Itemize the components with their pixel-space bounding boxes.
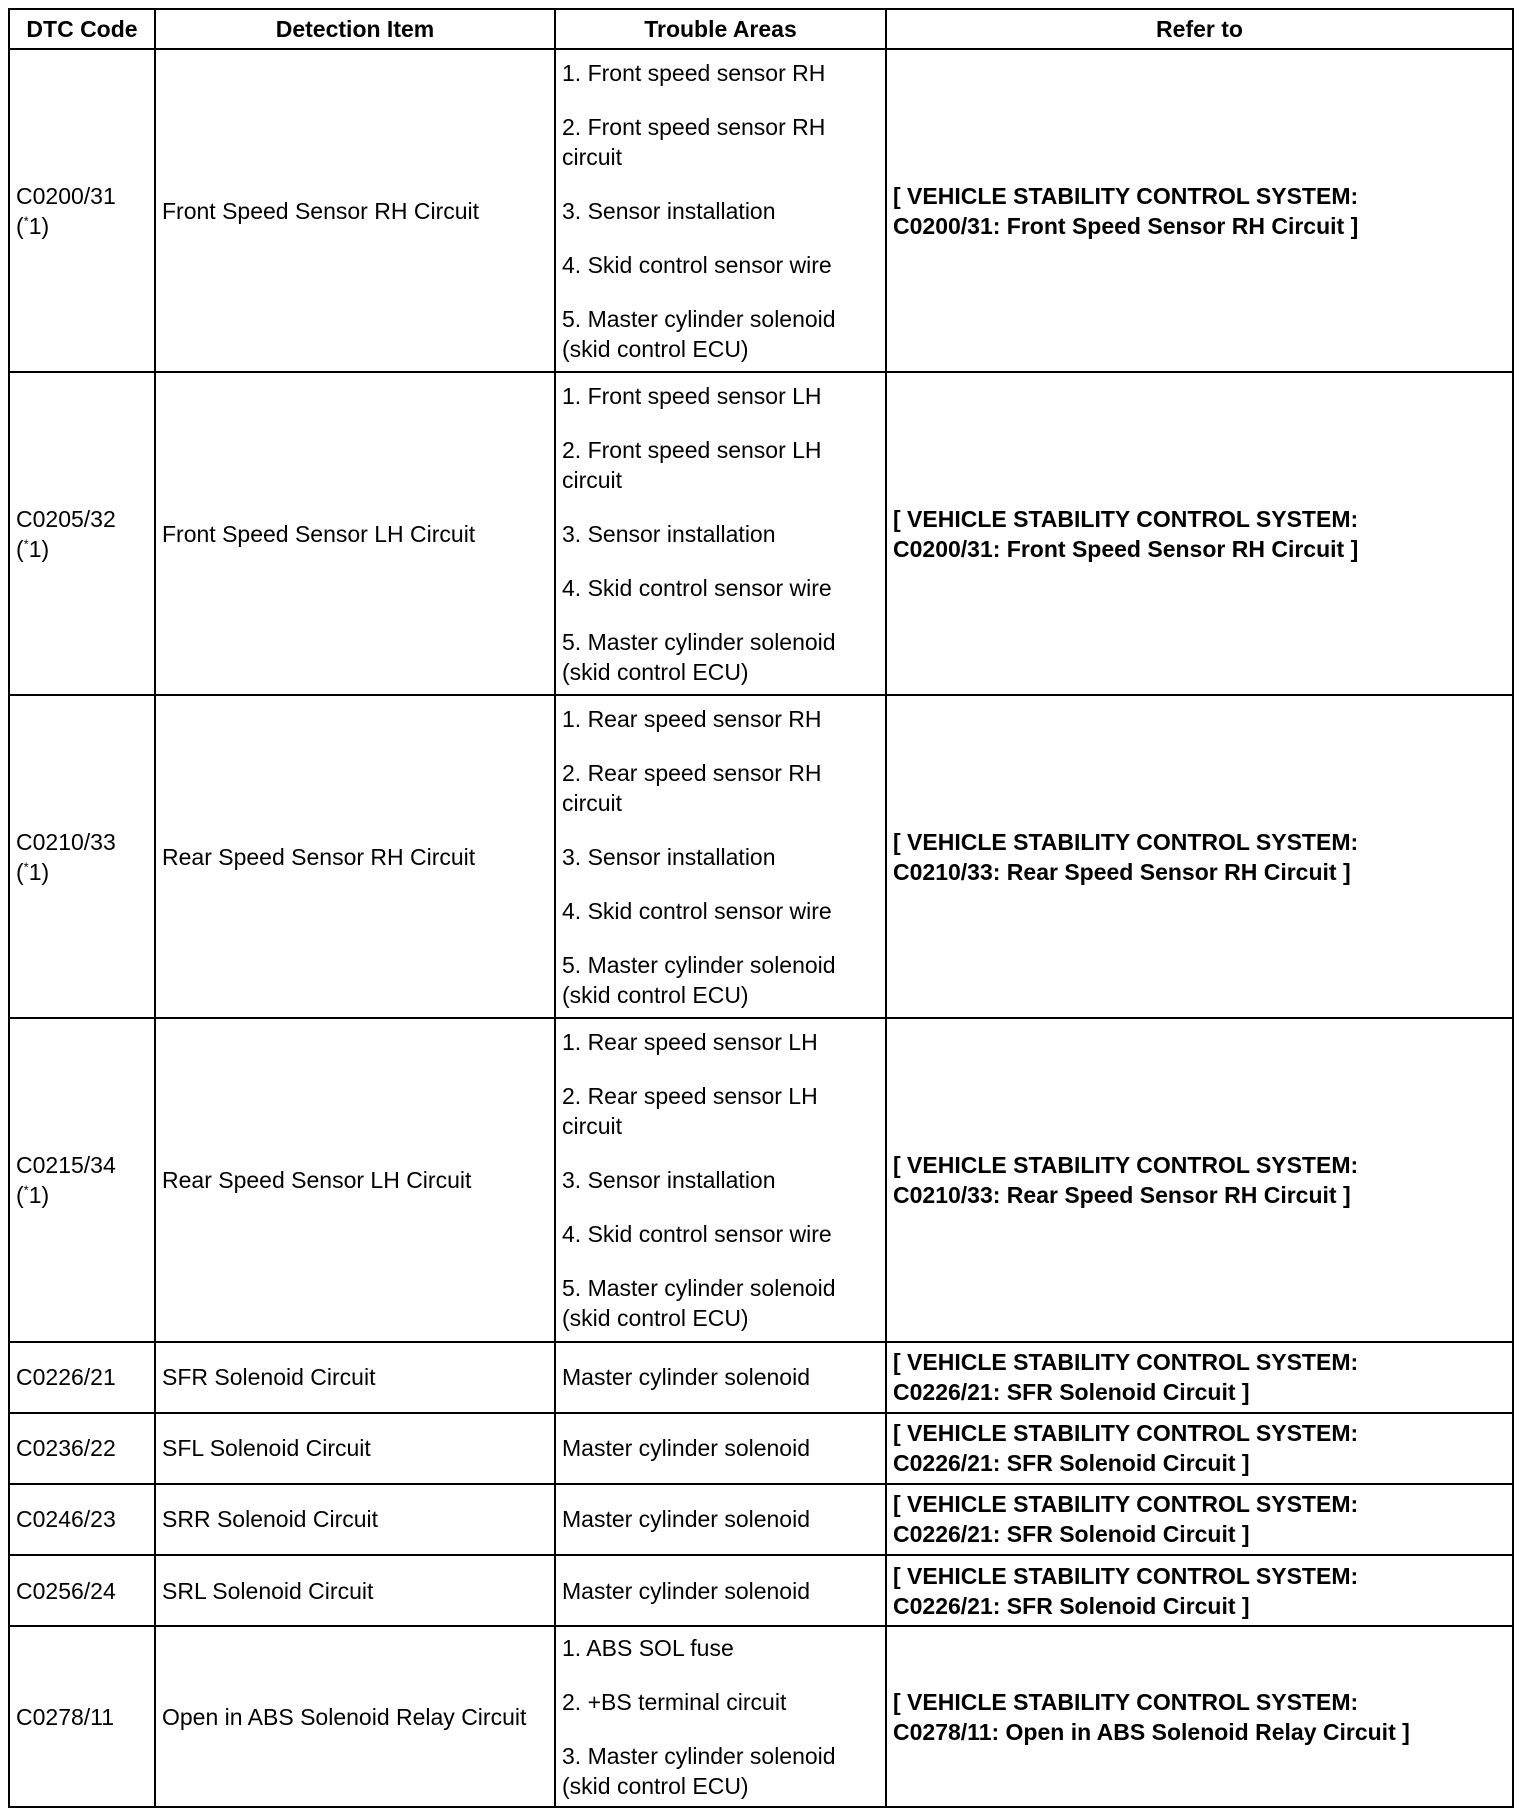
refer-to-cell xyxy=(886,49,1513,372)
footnote-mark: * xyxy=(23,536,29,552)
trouble-area-item: 1. Rear speed sensor LH xyxy=(562,1028,818,1055)
refer-link-line1[interactable]: [ VEHICLE STABILITY CONTROL SYSTEM: xyxy=(893,1349,1359,1376)
dtc-code-cell xyxy=(9,49,155,372)
refer-to-cell xyxy=(886,1626,1513,1807)
table-row xyxy=(9,1413,1513,1484)
trouble-areas-cell xyxy=(555,49,886,372)
table-row xyxy=(9,1555,1513,1626)
trouble-area-item: 3. Master cylinder solenoid (skid control ECU) xyxy=(562,1742,836,1799)
footnote-reference: (*1) xyxy=(16,1181,50,1208)
dtc-table-sheet xyxy=(8,8,1512,1808)
header-dtc-code: DTC Code xyxy=(9,9,155,49)
trouble-area-item: 3. Sensor installation xyxy=(562,197,776,224)
dtc-code-cell xyxy=(9,695,155,1018)
refer-to-cell xyxy=(886,1484,1513,1555)
trouble-area-item: 5. Master cylinder solenoid (skid control ECU) xyxy=(562,1274,836,1331)
table-row xyxy=(9,1342,1513,1413)
refer-to-cell xyxy=(886,1413,1513,1484)
trouble-area-item: 3. Sensor installation xyxy=(562,520,776,547)
refer-link-line1[interactable]: [ VEHICLE STABILITY CONTROL SYSTEM: xyxy=(893,1688,1359,1715)
dtc-code: C0236/22 xyxy=(16,1435,116,1462)
table-row xyxy=(9,1626,1513,1807)
trouble-area-item: 2. Rear speed sensor LH circuit xyxy=(562,1082,818,1139)
trouble-area-item: 2. Front speed sensor RH circuit xyxy=(562,113,826,170)
dtc-code: C0278/11 xyxy=(16,1703,115,1730)
refer-link-line2[interactable]: C0226/21: SFR Solenoid Circuit ] xyxy=(893,1521,1250,1548)
header-detection-item: Detection Item xyxy=(155,9,555,49)
dtc-code: C0256/24 xyxy=(16,1577,116,1604)
refer-link-line1[interactable]: [ VEHICLE STABILITY CONTROL SYSTEM: xyxy=(893,1491,1359,1518)
footnote-number: 1 xyxy=(28,212,42,239)
trouble-area-item: 2. Front speed sensor LH circuit xyxy=(562,436,822,493)
footnote-mark: * xyxy=(23,1182,29,1198)
dtc-table xyxy=(8,8,1514,1808)
dtc-code-cell xyxy=(9,1413,155,1484)
refer-link-line1[interactable]: [ VEHICLE STABILITY CONTROL SYSTEM: xyxy=(893,1151,1359,1178)
footnote-mark: * xyxy=(23,212,29,228)
dtc-code: C0226/21 xyxy=(16,1364,116,1391)
trouble-area-item: 3. Sensor installation xyxy=(562,843,776,870)
refer-link-line2[interactable]: C0210/33: Rear Speed Sensor RH Circuit ] xyxy=(893,858,1351,885)
footnote-reference: (*1) xyxy=(16,212,50,239)
trouble-area-item: 2. +BS terminal circuit xyxy=(562,1688,787,1715)
detection-item: SRR Solenoid Circuit xyxy=(155,1484,555,1555)
refer-to-cell xyxy=(886,1555,1513,1626)
footnote-number: 1 xyxy=(28,535,42,562)
detection-item: SRL Solenoid Circuit xyxy=(155,1555,555,1626)
trouble-area-item: 2. Rear speed sensor RH circuit xyxy=(562,759,822,816)
trouble-area-item: 4. Skid control sensor wire xyxy=(562,1220,832,1247)
trouble-areas-cell xyxy=(555,1484,886,1555)
trouble-area-item: 1. Front speed sensor RH xyxy=(562,59,826,86)
refer-link-line2[interactable]: C0200/31: Front Speed Sensor RH Circuit ] xyxy=(893,212,1359,239)
trouble-area-item: Master cylinder solenoid xyxy=(562,1577,811,1604)
trouble-areas-cell xyxy=(555,1342,886,1413)
refer-link-line2[interactable]: C0226/21: SFR Solenoid Circuit ] xyxy=(893,1450,1250,1477)
footnote-number: 1 xyxy=(28,858,42,885)
footnote-reference: (*1) xyxy=(16,535,50,562)
table-row xyxy=(9,372,1513,695)
trouble-area-item: Master cylinder solenoid xyxy=(562,1506,811,1533)
table-row xyxy=(9,695,1513,1018)
trouble-area-item: 5. Master cylinder solenoid (skid control ECU) xyxy=(562,628,836,685)
trouble-areas-cell xyxy=(555,372,886,695)
refer-link-line2[interactable]: C0210/33: Rear Speed Sensor RH Circuit ] xyxy=(893,1181,1351,1208)
refer-link-line1[interactable]: [ VEHICLE STABILITY CONTROL SYSTEM: xyxy=(893,828,1359,855)
detection-item: SFR Solenoid Circuit xyxy=(155,1342,555,1413)
dtc-code-cell xyxy=(9,1555,155,1626)
dtc-code-cell xyxy=(9,1018,155,1341)
refer-to-cell xyxy=(886,1342,1513,1413)
refer-link-line2[interactable]: C0226/21: SFR Solenoid Circuit ] xyxy=(893,1379,1250,1406)
trouble-areas-cell xyxy=(555,1018,886,1341)
dtc-code: C0246/23 xyxy=(16,1506,116,1533)
footnote-reference: (*1) xyxy=(16,858,50,885)
trouble-area-item: 4. Skid control sensor wire xyxy=(562,897,832,924)
dtc-code-cell xyxy=(9,1484,155,1555)
dtc-code-cell xyxy=(9,1342,155,1413)
trouble-area-item: 4. Skid control sensor wire xyxy=(562,574,832,601)
refer-link-line2[interactable]: C0226/21: SFR Solenoid Circuit ] xyxy=(893,1592,1250,1619)
refer-link-line2[interactable]: C0278/11: Open in ABS Solenoid Relay Circuit ] xyxy=(893,1718,1410,1745)
refer-link-line1[interactable]: [ VEHICLE STABILITY CONTROL SYSTEM: xyxy=(893,505,1359,532)
detection-item: Rear Speed Sensor LH Circuit xyxy=(155,1018,555,1341)
refer-to-cell xyxy=(886,1018,1513,1341)
detection-item: Open in ABS Solenoid Relay Circuit xyxy=(155,1626,555,1807)
dtc-code: C0205/32 xyxy=(16,505,116,532)
table-body xyxy=(9,49,1513,1807)
footnote-mark: * xyxy=(23,859,29,875)
detection-item: Front Speed Sensor LH Circuit xyxy=(155,372,555,695)
dtc-code: C0210/33 xyxy=(16,828,116,855)
table-row xyxy=(9,49,1513,372)
trouble-area-item: 1. Rear speed sensor RH xyxy=(562,705,822,732)
trouble-areas-cell xyxy=(555,1555,886,1626)
refer-to-cell xyxy=(886,372,1513,695)
trouble-areas-cell xyxy=(555,1413,886,1484)
footnote-number: 1 xyxy=(28,1181,42,1208)
trouble-area-item: 5. Master cylinder solenoid (skid control ECU) xyxy=(562,305,836,362)
trouble-areas-cell xyxy=(555,695,886,1018)
detection-item: SFL Solenoid Circuit xyxy=(155,1413,555,1484)
dtc-code: C0200/31 xyxy=(16,182,116,209)
dtc-code-cell xyxy=(9,372,155,695)
refer-link-line1[interactable]: [ VEHICLE STABILITY CONTROL SYSTEM: xyxy=(893,1562,1359,1589)
refer-link-line1[interactable]: [ VEHICLE STABILITY CONTROL SYSTEM: xyxy=(893,1420,1359,1447)
trouble-area-item: 1. ABS SOL fuse xyxy=(562,1634,734,1661)
header-trouble-areas: Trouble Areas xyxy=(555,9,886,49)
refer-to-cell xyxy=(886,695,1513,1018)
refer-link-line2[interactable]: C0200/31: Front Speed Sensor RH Circuit ] xyxy=(893,535,1359,562)
trouble-area-item: Master cylinder solenoid xyxy=(562,1435,811,1462)
trouble-area-item: 4. Skid control sensor wire xyxy=(562,251,832,278)
trouble-area-item: 1. Front speed sensor LH xyxy=(562,382,822,409)
header-refer-to: Refer to xyxy=(886,9,1513,49)
trouble-areas-cell xyxy=(555,1626,886,1807)
detection-item: Front Speed Sensor RH Circuit xyxy=(155,49,555,372)
refer-link-line1[interactable]: [ VEHICLE STABILITY CONTROL SYSTEM: xyxy=(893,182,1359,209)
trouble-area-item: 3. Sensor installation xyxy=(562,1166,776,1193)
table-header-row xyxy=(9,9,1513,49)
detection-item: Rear Speed Sensor RH Circuit xyxy=(155,695,555,1018)
table-row xyxy=(9,1484,1513,1555)
trouble-area-item: Master cylinder solenoid xyxy=(562,1364,811,1391)
trouble-area-item: 5. Master cylinder solenoid (skid control ECU) xyxy=(562,951,836,1008)
dtc-code-cell xyxy=(9,1626,155,1807)
dtc-code: C0215/34 xyxy=(16,1151,116,1178)
table-row xyxy=(9,1018,1513,1341)
